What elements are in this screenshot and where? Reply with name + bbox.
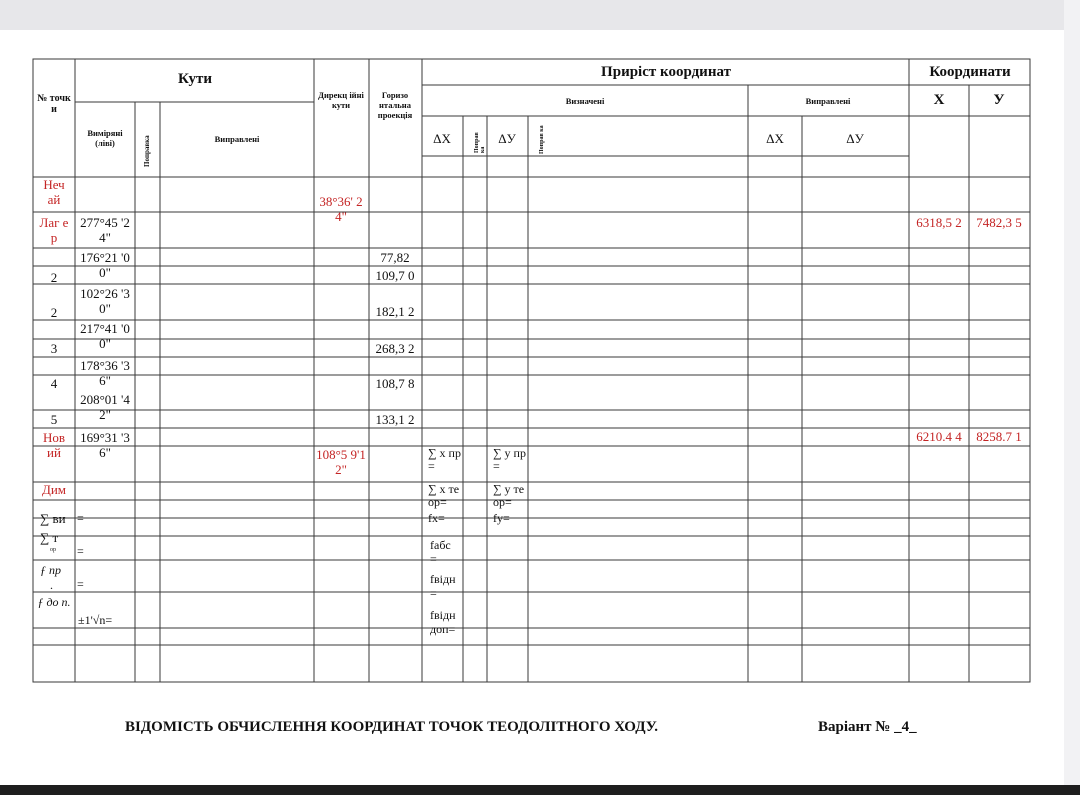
horizontal-6: 133,1 2 xyxy=(375,412,415,427)
header-point-no: № точк и xyxy=(37,93,71,115)
measured-3: 217°41 '00" xyxy=(80,321,130,351)
header-increment: Приріст координат xyxy=(601,64,731,80)
horizontal-1: 77,82 xyxy=(380,250,410,265)
horizontal-4: 268,3 2 xyxy=(375,341,415,356)
sum-y-pr: ∑ у пр= xyxy=(493,446,526,473)
measured-2b: 102°26 '30" xyxy=(80,286,130,316)
header-dx-2: ΔX xyxy=(766,131,784,146)
header-x: X xyxy=(933,92,945,108)
point-2b: 2 xyxy=(50,305,58,320)
sum-theoretical-eq: = xyxy=(77,544,84,558)
point-4: 4 xyxy=(50,376,58,391)
header-dx: ΔX xyxy=(433,131,451,146)
top-toolbar xyxy=(0,0,1064,30)
header-dy-2: ΔУ xyxy=(846,131,864,146)
f-practical-eq: = xyxy=(77,577,84,591)
y-lager: 7482,3 5 xyxy=(976,215,1022,230)
sum-theoretical-sub: ор xyxy=(50,547,56,553)
measured-novyi: 169°31 '36" xyxy=(80,430,130,460)
point-dym: Дим xyxy=(41,482,67,497)
header-corrected: Виправлені xyxy=(214,134,260,144)
point-novyi: Нов ий xyxy=(42,430,66,460)
sum-theoretical: ∑ т xyxy=(40,530,59,545)
sum-measured: ∑ ви xyxy=(40,511,66,526)
scrollbar[interactable] xyxy=(1064,0,1080,785)
point-5: 5 xyxy=(50,412,58,427)
header-computed: Визначені xyxy=(565,96,605,106)
point-3: 3 xyxy=(50,341,58,356)
header-measured: Виміряні (ліві) xyxy=(87,128,123,148)
bottom-bar xyxy=(0,785,1080,795)
f-allowed: ƒ до п. xyxy=(37,595,71,609)
header-correction: Поправка xyxy=(143,135,151,167)
point-nechai: Неч ай xyxy=(43,177,65,207)
header-dy: ΔУ xyxy=(498,131,516,146)
header-horizontal: Горизо нтальна проекція xyxy=(377,90,413,120)
measured-lager: 277°45 '24" xyxy=(80,215,130,245)
document-page xyxy=(0,30,1064,785)
sum-x-teor: ∑ х теор= xyxy=(428,482,460,509)
f-practical: ƒ пр xyxy=(40,563,61,577)
header-y: У xyxy=(993,92,1005,108)
horizontal-3: 182,1 2 xyxy=(375,304,415,319)
point-lager: Лаг ер xyxy=(39,215,69,245)
table-grid xyxy=(0,30,1064,785)
fx: fх= xyxy=(428,511,445,525)
f-practical-dot: . xyxy=(50,578,53,592)
f-allowed-value: ±1'√n= xyxy=(78,613,113,627)
point-2: 2 xyxy=(50,270,58,285)
header-angles: Кути xyxy=(177,71,213,87)
measured-2: 176°21 '00" xyxy=(80,250,130,280)
variant-value: _4_ xyxy=(894,719,917,735)
sum-y-teor: ∑ у теор= xyxy=(493,482,525,509)
sum-measured-eq: = xyxy=(77,511,84,525)
horizontal-5: 108,7 8 xyxy=(375,376,415,391)
y-novyi: 8258.7 1 xyxy=(976,429,1022,444)
f-vidn: fвідн = xyxy=(430,572,456,600)
variant-label: Варіант № _4_ xyxy=(818,719,917,735)
fy: fу= xyxy=(493,511,510,525)
document-title: ВІДОМІСТЬ ОБЧИСЛЕННЯ КООРДИНАТ ТОЧОК ТЕОДОЛІТНОГО ХОДУ. xyxy=(125,719,659,735)
f-abs: fабс = xyxy=(430,538,451,566)
f-vidn-dop: fвідн доп= xyxy=(430,608,456,636)
header-corr-small-2: Поправ ка xyxy=(539,125,545,154)
direction-novyi: 108°5 9'12" xyxy=(316,447,366,477)
header-direction: Дирекц ійні кути xyxy=(318,90,364,110)
header-corr-small: Поправ ка xyxy=(474,132,486,153)
x-lager: 6318,5 2 xyxy=(916,215,962,230)
header-adjusted: Виправлені xyxy=(805,96,851,106)
sum-x-pr: ∑ х пр= xyxy=(428,446,461,473)
direction-lager: 38°36' 24" xyxy=(319,194,363,224)
horizontal-2: 109,7 0 xyxy=(375,268,415,283)
measured-5: 208°01 '42" xyxy=(80,392,130,422)
header-coords: Координати xyxy=(929,64,1011,80)
x-novyi: 6210.4 4 xyxy=(916,429,962,444)
measured-4: 178°36 '36" xyxy=(80,358,130,388)
